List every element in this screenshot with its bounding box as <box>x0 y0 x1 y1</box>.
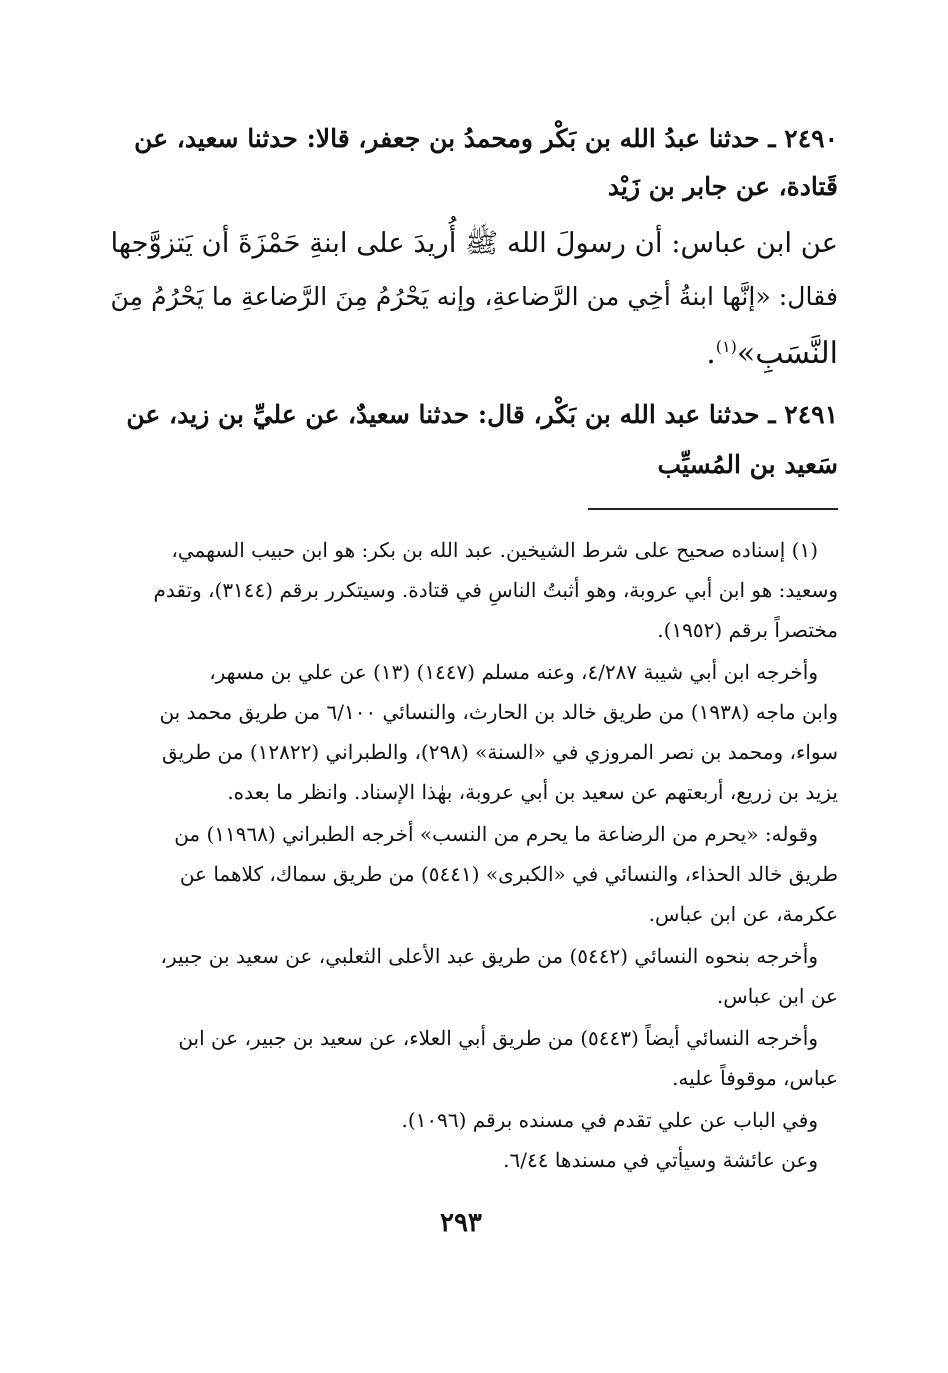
matn-text: النَّسَبِ» <box>736 336 838 371</box>
footnote-line: عباس، موقوفاً عليه. <box>672 1066 838 1090</box>
footnote-line: سواء، ومحمد بن نصر المروزي في «السنة» (٢٩٨)، والطبراني (١٢٨٢٢) من طريق <box>161 740 838 764</box>
punctuation: . <box>706 336 716 371</box>
footnote-line: عن ابن عباس. <box>716 984 838 1008</box>
matn-line-3 <box>706 336 838 371</box>
matn-line-1 <box>110 226 838 266</box>
isnad-text: ـ حدثنا عبدُ الله بن بَكْر ومحمدُ بن جعفر، قالا: حدثنا سعيد، عن <box>134 124 776 153</box>
page-number: ٢٩٣ <box>440 1208 482 1238</box>
footnote-separator <box>588 508 838 510</box>
footnote-line: وأخرجه النسائي أيضاً (٥٤٤٣) من طريق أبي العلاء، عن سعيد بن جبير، عن ابن <box>178 1026 818 1050</box>
footnote-line: وأخرجه بنحوه النسائي (٥٤٤٢) من طريق عبد الأعلى الثعلبي، عن سعيد بن جبير، <box>160 944 818 968</box>
footnote-line: وأخرجه ابن أبي شيبة ٤/٢٨٧، وعنه مسلم (١٤٤٧) (١٣) عن علي بن مسهر، <box>209 660 818 684</box>
footnote-line: وفي الباب عن علي تقدم في مسنده برقم (١٠٩٦). <box>401 1108 818 1132</box>
isnad-text: ـ حدثنا عبد الله بن بَكْر، قال: حدثنا سعيدٌ، عن عليِّ بن زيد، عن <box>126 400 776 429</box>
isnad-text: قَتادة، عن جابر بن زَيْد <box>607 172 838 201</box>
isnad-text: سَعيد بن المُسيِّب <box>657 450 838 479</box>
hadith-2491-line-1 <box>126 400 838 429</box>
hadith-2491-line-2 <box>658 450 838 479</box>
footnote-marker: (١) <box>715 337 737 356</box>
hadith-number: ٢٤٩٠ <box>784 124 838 153</box>
matn-text: عن ابن عباس: أن رسولَ الله ﷺ أُريدَ على ابنةِ حَمْزَةَ أن يَتزوَّجها <box>110 228 838 259</box>
footnote-line: عكرمة، عن ابن عباس. <box>648 902 838 926</box>
footnote-line: يزيد بن زريع، أربعتهم عن سعيد بن أبي عروبة، بهٰذا الإسناد. وانظر ما بعده. <box>227 780 838 804</box>
footnote-line: وعن عائشة وسيأتي في مسندها ٦/٤٤. <box>503 1148 818 1172</box>
hadith-2490-line-1 <box>134 124 838 153</box>
footnote-line: (١) إسناده صحيح على شرط الشيخين. عبد الله بن بكر: هو ابن حبيب السهمي، <box>171 538 818 562</box>
footnote-line: وابن ماجه (١٩٣٨) من طريق خالد بن الحارث، والنسائي ٦/١٠٠ من طريق محمد بن <box>159 700 838 724</box>
hadith-number: ٢٤٩١ <box>784 400 838 429</box>
hadith-2490-line-2 <box>608 172 838 201</box>
footnote-line: وسعيد: هو ابن أبي عروبة، وهو أثبتُ الناسِ في قتادة. وسيتكرر برقم (٣١٤٤)، وتقدم <box>153 578 838 602</box>
footnote-line: طريق خالد الحذاء، والنسائي في «الكبرى» (٥٤٤١) من طريق سماك، كلاهما عن <box>179 862 838 886</box>
footnote-line: مختصراً برقم (١٩٥٢). <box>657 618 838 642</box>
matn-text: فقال: «إنَّها ابنةُ أخِي من الرَّضاعةِ، وإنه يَحْرُمُ مِنَ الرَّضاعةِ ما يَحْرُمُ مِنَ <box>110 282 838 311</box>
footnote-line: وقوله: «يحرم من الرضاعة ما يحرم من النسب» أخرجه الطبراني (١١٩٦٨) من <box>174 822 818 846</box>
matn-line-2 <box>110 282 838 311</box>
